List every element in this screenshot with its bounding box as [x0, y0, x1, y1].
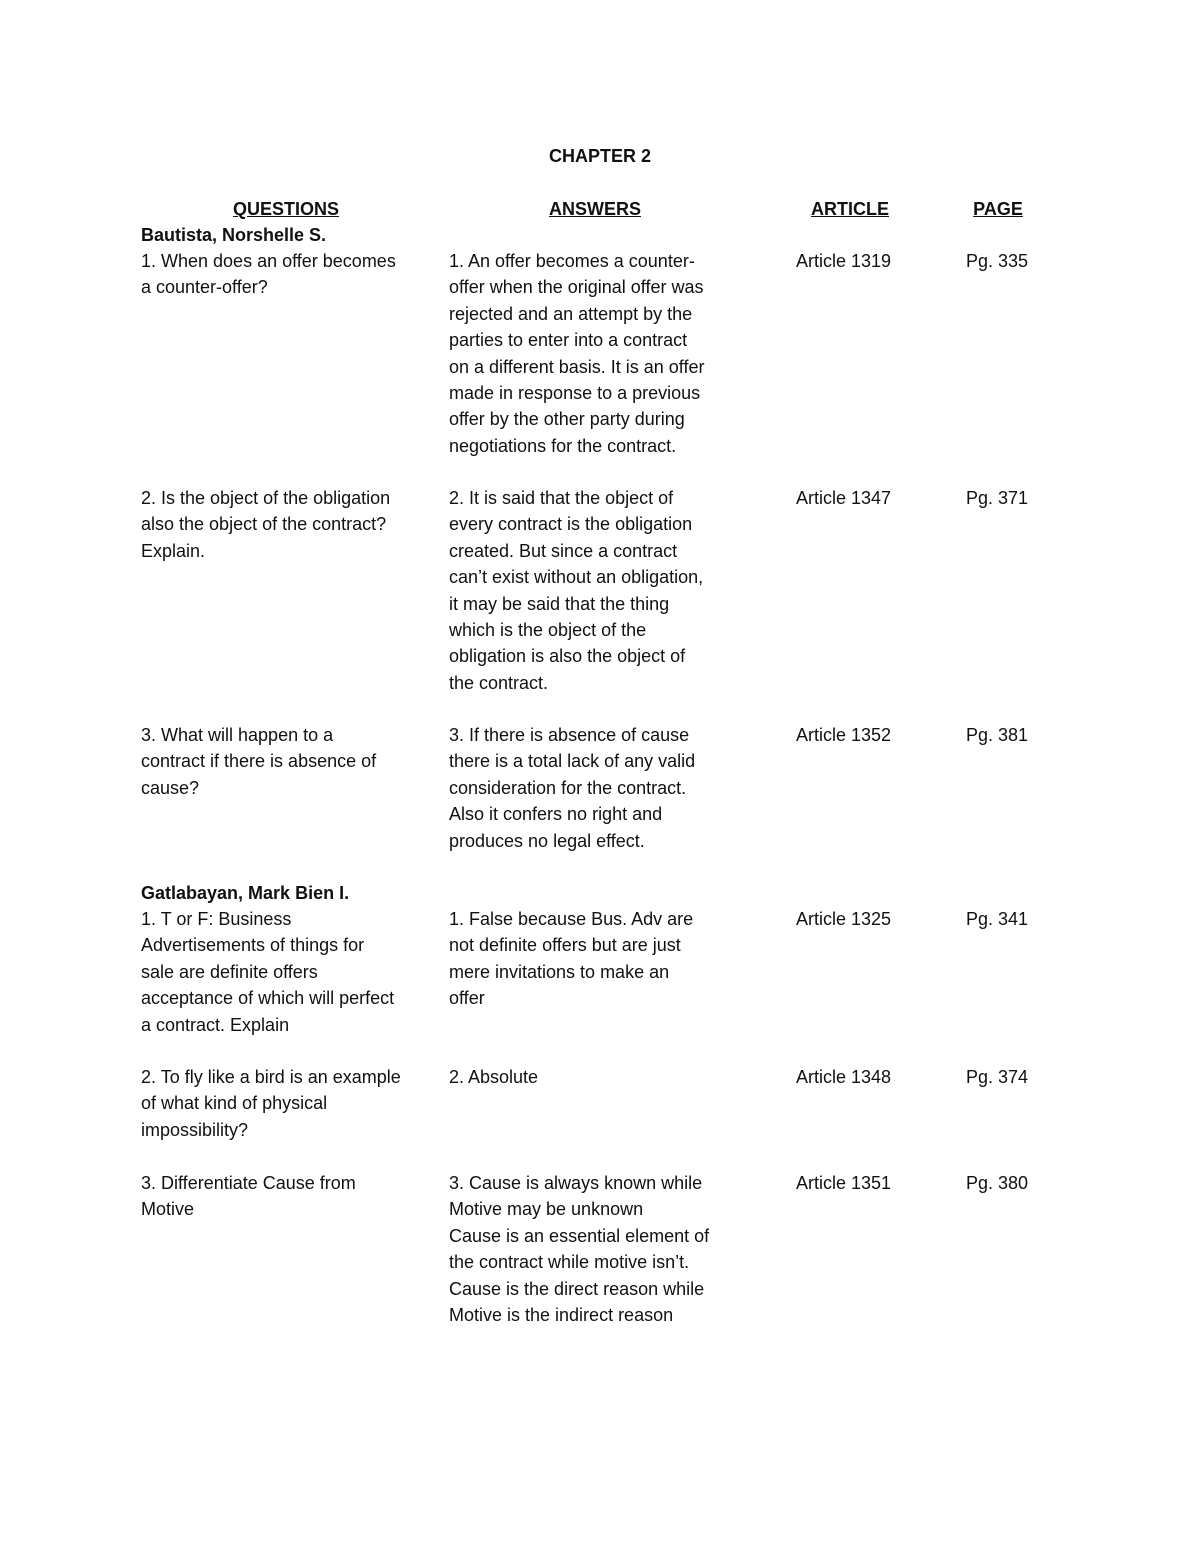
question-line: 3. What will happen to a — [141, 725, 334, 745]
answer-line: Cause is the direct reason while — [449, 1278, 705, 1299]
answer-line: made in response to a previous — [449, 383, 701, 404]
answer-line: rejected and an attempt by the — [449, 303, 693, 324]
answer-line: 3. If there is absence of cause — [449, 725, 690, 745]
question-cell — [141, 1170, 433, 1223]
answer-line: there is a total lack of any valid — [449, 751, 696, 772]
answer-line: negotiations for the contract. — [449, 435, 677, 456]
answer-line: Motive may be unknown — [449, 1199, 644, 1220]
question-cell — [141, 248, 433, 301]
answer-line: which is the object of the — [449, 620, 647, 641]
question-line: also the object of the contract? — [141, 514, 387, 535]
page-cell: Pg. 335 — [966, 251, 1029, 271]
question-line: a counter-offer? — [141, 277, 268, 298]
answer-line: Cause is an essential element of — [449, 1225, 710, 1246]
answer-cell — [449, 906, 749, 1012]
answer-line: consideration for the contract. — [449, 777, 687, 798]
article-cell: Article 1325 — [796, 909, 892, 929]
answer-line: 3. Cause is always known while — [449, 1173, 703, 1193]
column-header-article: ARTICLE — [811, 199, 889, 219]
answer-cell — [449, 1064, 749, 1090]
answer-line: 2. Absolute — [449, 1067, 539, 1087]
question-line: a contract. Explain — [141, 1014, 290, 1035]
question-line: 1. When does an offer becomes — [141, 251, 396, 271]
question-line: 2. To fly like a bird is an example — [141, 1067, 401, 1087]
answer-line: 1. False because Bus. Adv are — [449, 909, 694, 929]
page-cell: Pg. 374 — [966, 1067, 1029, 1087]
answer-line: produces no legal effect. — [449, 830, 645, 851]
page-cell: Pg. 341 — [966, 909, 1029, 929]
answer-line: obligation is also the object of — [449, 646, 686, 667]
question-line: cause? — [141, 777, 200, 798]
answer-line: it may be said that the thing — [449, 593, 670, 614]
answer-line: Also it confers no right and — [449, 804, 663, 825]
page-cell: Pg. 380 — [966, 1173, 1029, 1193]
article-cell: Article 1352 — [796, 725, 892, 745]
question-line: Explain. — [141, 540, 206, 561]
question-line: 2. Is the object of the obligation — [141, 488, 391, 508]
answer-line: mere invitations to make an — [449, 961, 670, 982]
article-cell: Article 1351 — [796, 1173, 892, 1193]
answer-line: can’t exist without an obligation, — [449, 567, 704, 588]
question-line: acceptance of which will perfect — [141, 988, 395, 1009]
column-header-page: PAGE — [973, 199, 1023, 219]
page-title: CHAPTER 2 — [548, 146, 651, 166]
column-header-questions: QUESTIONS — [232, 199, 339, 219]
question-cell — [141, 906, 433, 1038]
answer-line: offer by the other party during — [449, 409, 685, 430]
answer-line: not definite offers but are just — [449, 935, 681, 956]
answer-line: offer — [449, 988, 485, 1009]
answer-line: 1. An offer becomes a counter- — [449, 251, 695, 271]
answer-line: on a different basis. It is an offer — [449, 356, 705, 377]
column-header-answers: ANSWERS — [548, 199, 641, 219]
answer-line: offer when the original offer was — [449, 277, 704, 298]
student-name: Bautista, Norshelle S. — [141, 225, 327, 245]
answer-cell — [449, 722, 749, 854]
answer-cell — [449, 1170, 749, 1328]
article-cell: Article 1347 — [796, 488, 892, 508]
student-name: Gatlabayan, Mark Bien I. — [141, 883, 350, 903]
answer-line: every contract is the obligation — [449, 514, 693, 535]
question-line: contract if there is absence of — [141, 751, 377, 772]
answer-line: created. But since a contract — [449, 540, 678, 561]
question-cell — [141, 722, 433, 801]
question-cell — [141, 1064, 433, 1143]
question-line: Advertisements of things for — [141, 935, 365, 956]
question-line: Motive — [141, 1199, 195, 1220]
answer-line: the contract while motive isn’t. — [449, 1252, 690, 1273]
question-line: 1. T or F: Business — [141, 909, 292, 929]
answer-line: parties to enter into a contract — [449, 330, 688, 351]
answer-line: the contract. — [449, 672, 549, 693]
question-line: sale are definite offers — [141, 961, 318, 982]
question-cell — [141, 485, 433, 564]
answer-cell — [449, 485, 749, 696]
question-line: of what kind of physical — [141, 1093, 328, 1114]
article-cell: Article 1348 — [796, 1067, 892, 1087]
question-line: impossibility? — [141, 1119, 249, 1140]
answer-line: 2. It is said that the object of — [449, 488, 674, 508]
answer-cell — [449, 248, 749, 459]
page-cell: Pg. 371 — [966, 488, 1029, 508]
answer-line: Motive is the indirect reason — [449, 1305, 674, 1326]
page-cell: Pg. 381 — [966, 725, 1029, 745]
question-line: 3. Differentiate Cause from — [141, 1173, 356, 1193]
article-cell: Article 1319 — [796, 251, 892, 271]
